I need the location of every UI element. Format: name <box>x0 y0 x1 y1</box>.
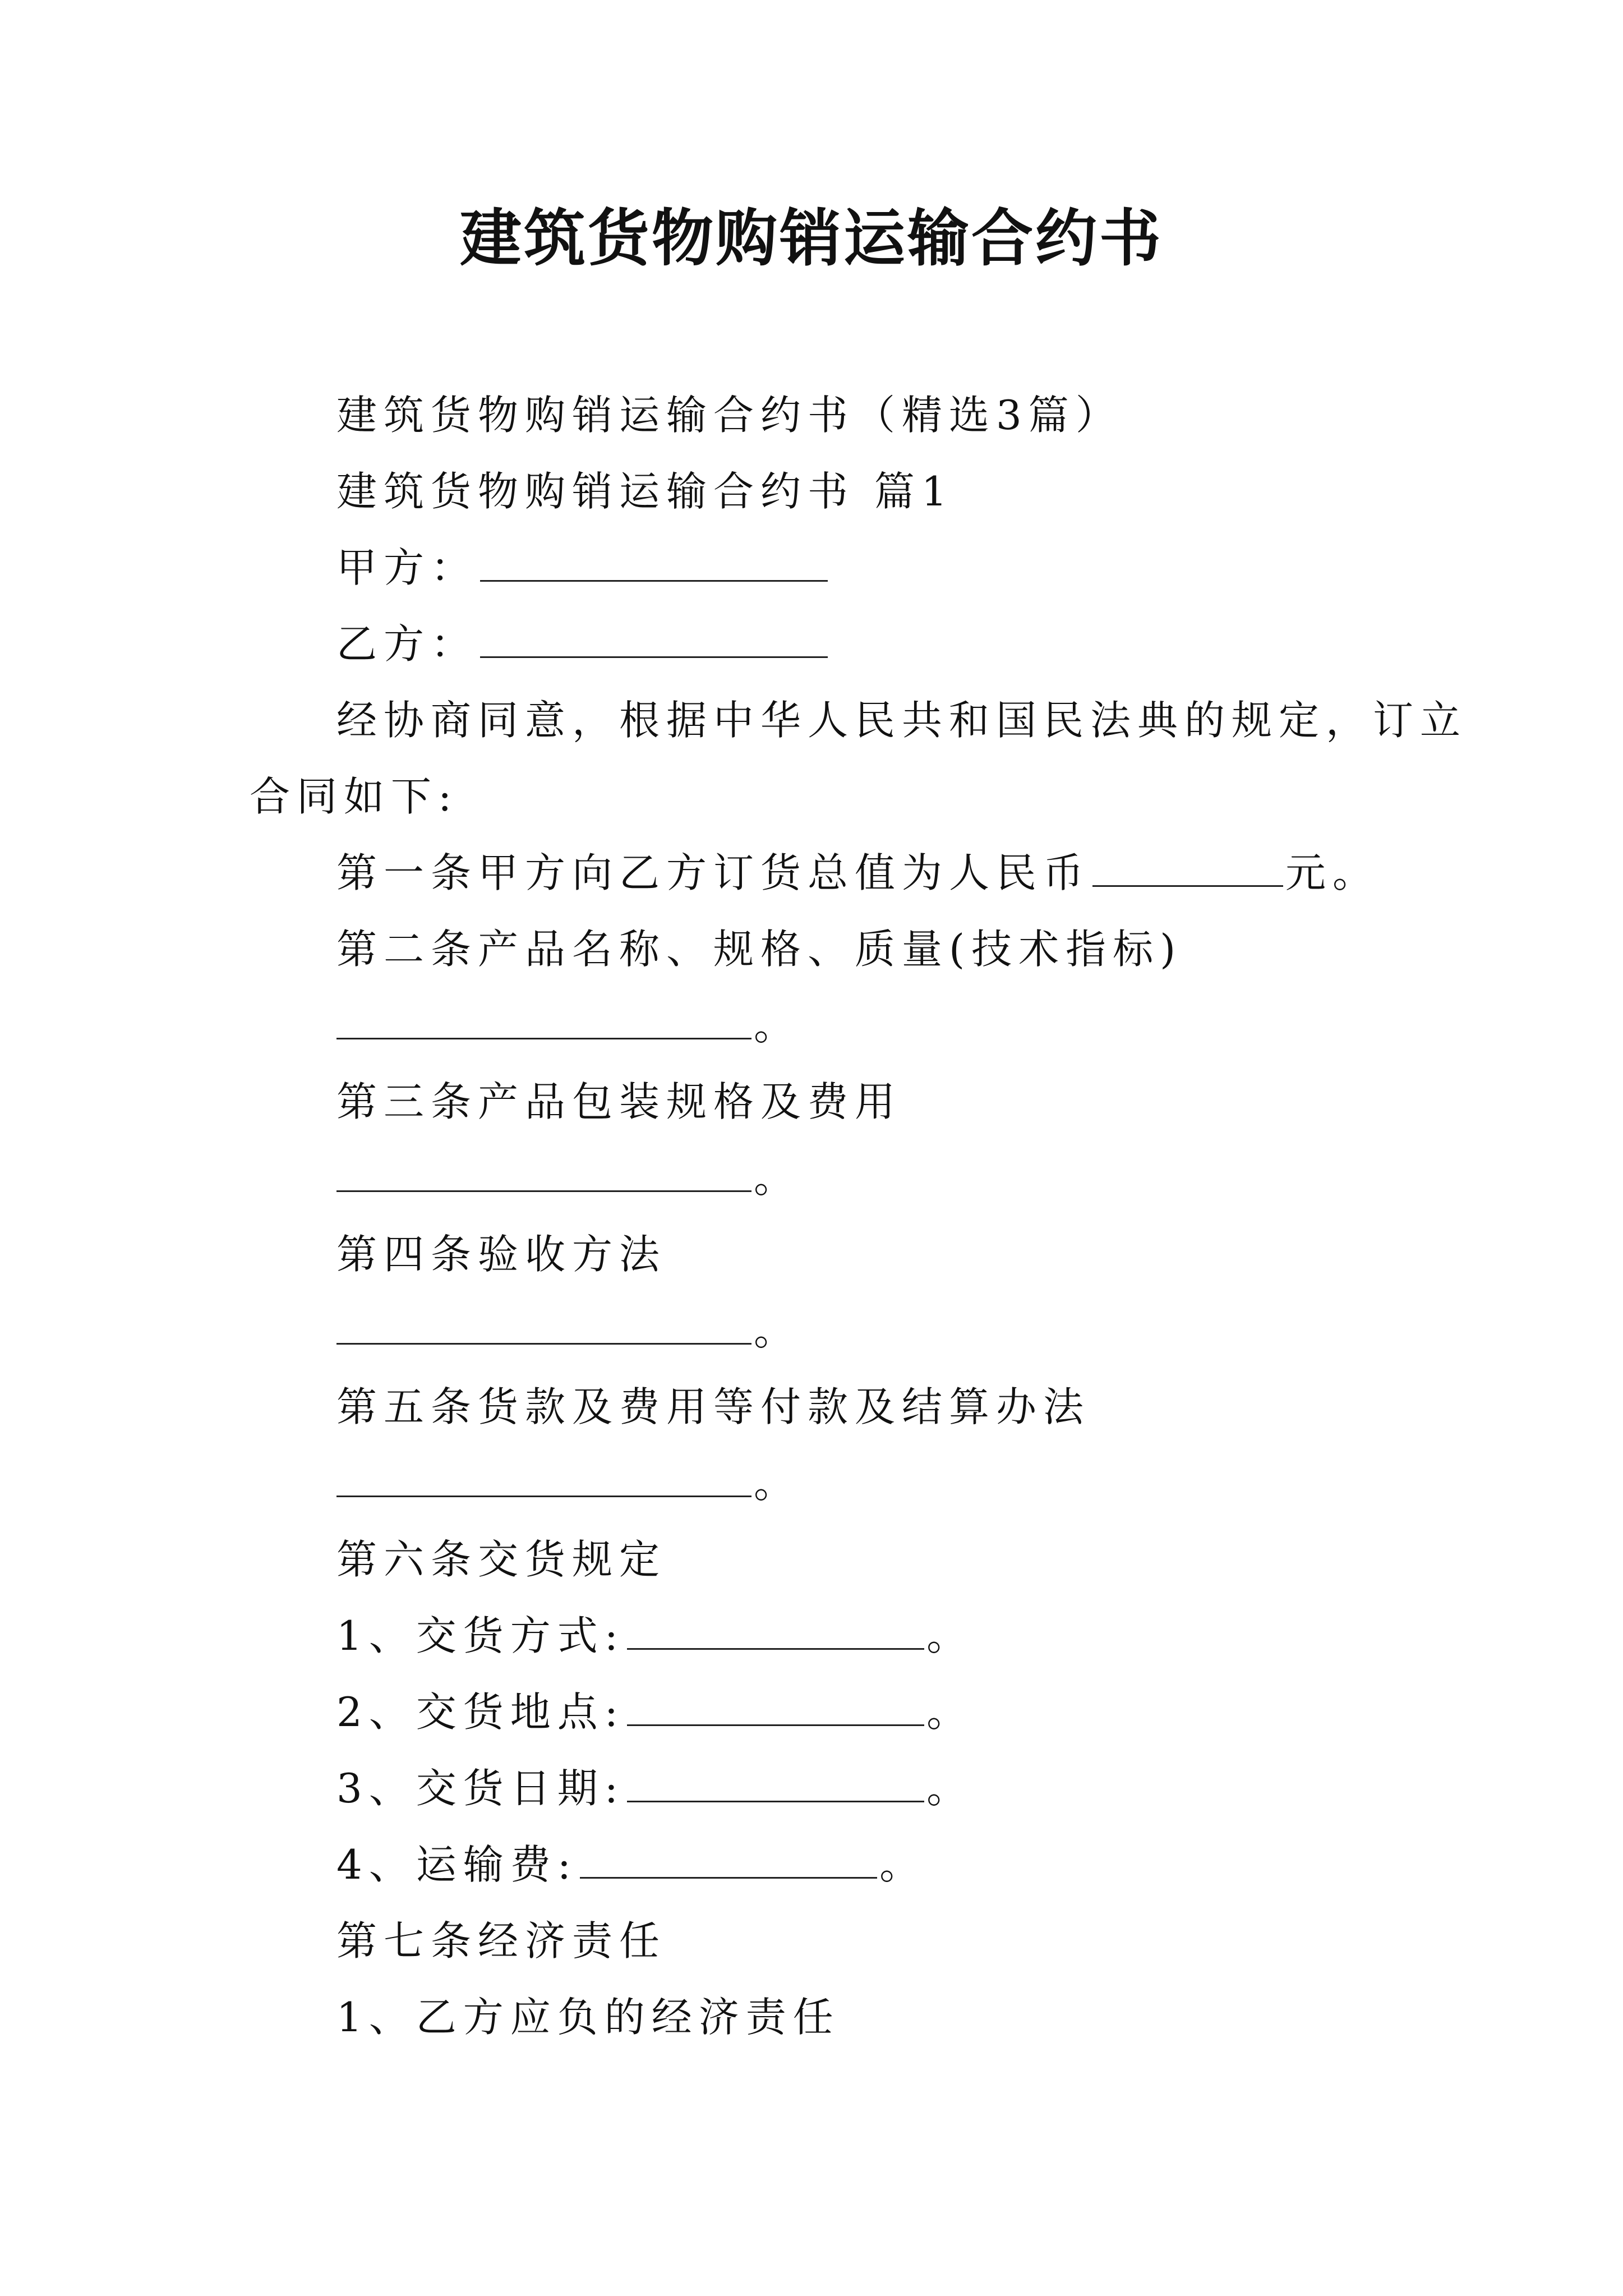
delivery-method-blank <box>627 1613 924 1650</box>
article-5-blank-line <box>336 1455 801 1511</box>
article-4-heading: 第四条验收方法 <box>336 1231 667 1278</box>
article-2-heading: 第二条产品名称、规格、质量(技术指标) <box>336 926 1183 973</box>
article-5-blank <box>336 1461 751 1497</box>
article-1-text: 第一条甲方向乙方订货总值为人民币 <box>336 849 1091 896</box>
intro-paragraph-line-1: 经协商同意，根据中华人民共和国民法典的规定，订立 <box>336 697 1468 744</box>
article-2-blank-line <box>336 997 801 1053</box>
party-a-label: 甲方： <box>336 544 478 591</box>
document-subtitle: 建筑货物购销运输合约书（精选3篇） <box>336 392 1123 439</box>
party-b-blank <box>480 622 828 658</box>
article-4-end: 。 <box>754 1307 801 1354</box>
article-6-item-1 <box>336 1608 974 1664</box>
article-5-heading: 第五条货款及费用等付款及结算办法 <box>336 1383 1091 1430</box>
article-4-blank-line <box>336 1303 801 1359</box>
delivery-date-blank <box>627 1766 924 1802</box>
delivery-date-label: 3、交货日期: <box>336 1765 625 1812</box>
delivery-place-label: 2、交货地点: <box>336 1688 625 1736</box>
article-3-blank <box>336 1156 751 1192</box>
article-2-blank <box>336 1003 751 1039</box>
article-3-blank-line <box>336 1150 801 1206</box>
delivery-method-end: 。 <box>926 1612 974 1659</box>
article-6-item-3 <box>336 1760 974 1816</box>
section-heading: 建筑货物购销运输合约书 篇1 <box>336 468 954 515</box>
delivery-place-end: 。 <box>926 1688 974 1736</box>
transport-fee-end: 。 <box>879 1841 927 1888</box>
party-b-line <box>336 616 830 672</box>
party-a-line <box>336 540 830 596</box>
article-4-blank <box>336 1308 751 1345</box>
article-6-item-4 <box>336 1837 926 1893</box>
article-6-heading: 第六条交货规定 <box>336 1536 667 1583</box>
delivery-method-label: 1、交货方式: <box>336 1612 625 1659</box>
party-b-label: 乙方： <box>336 620 478 668</box>
article-1 <box>336 845 1380 901</box>
party-a-blank <box>480 545 828 582</box>
article-6-item-2 <box>336 1684 974 1740</box>
article-7-heading: 第七条经济责任 <box>336 1917 667 1964</box>
article-5-end: 。 <box>754 1460 801 1507</box>
article-1-amount-blank <box>1092 850 1283 887</box>
article-1-unit: 元。 <box>1285 849 1380 896</box>
article-7-item-1: 1、乙方应负的经济责任 <box>336 1994 840 2041</box>
transport-fee-label: 4、运输费: <box>336 1841 578 1888</box>
delivery-date-end: 。 <box>926 1765 974 1812</box>
article-3-heading: 第三条产品包装规格及费用 <box>336 1078 902 1125</box>
intro-paragraph-line-2: 合同如下: <box>250 773 459 820</box>
transport-fee-blank <box>580 1842 877 1879</box>
document-title: 建筑货物购销运输合约书 <box>460 202 1163 274</box>
delivery-place-blank <box>627 1690 924 1726</box>
article-3-end: 。 <box>754 1154 801 1202</box>
article-2-end: 。 <box>754 1002 801 1049</box>
